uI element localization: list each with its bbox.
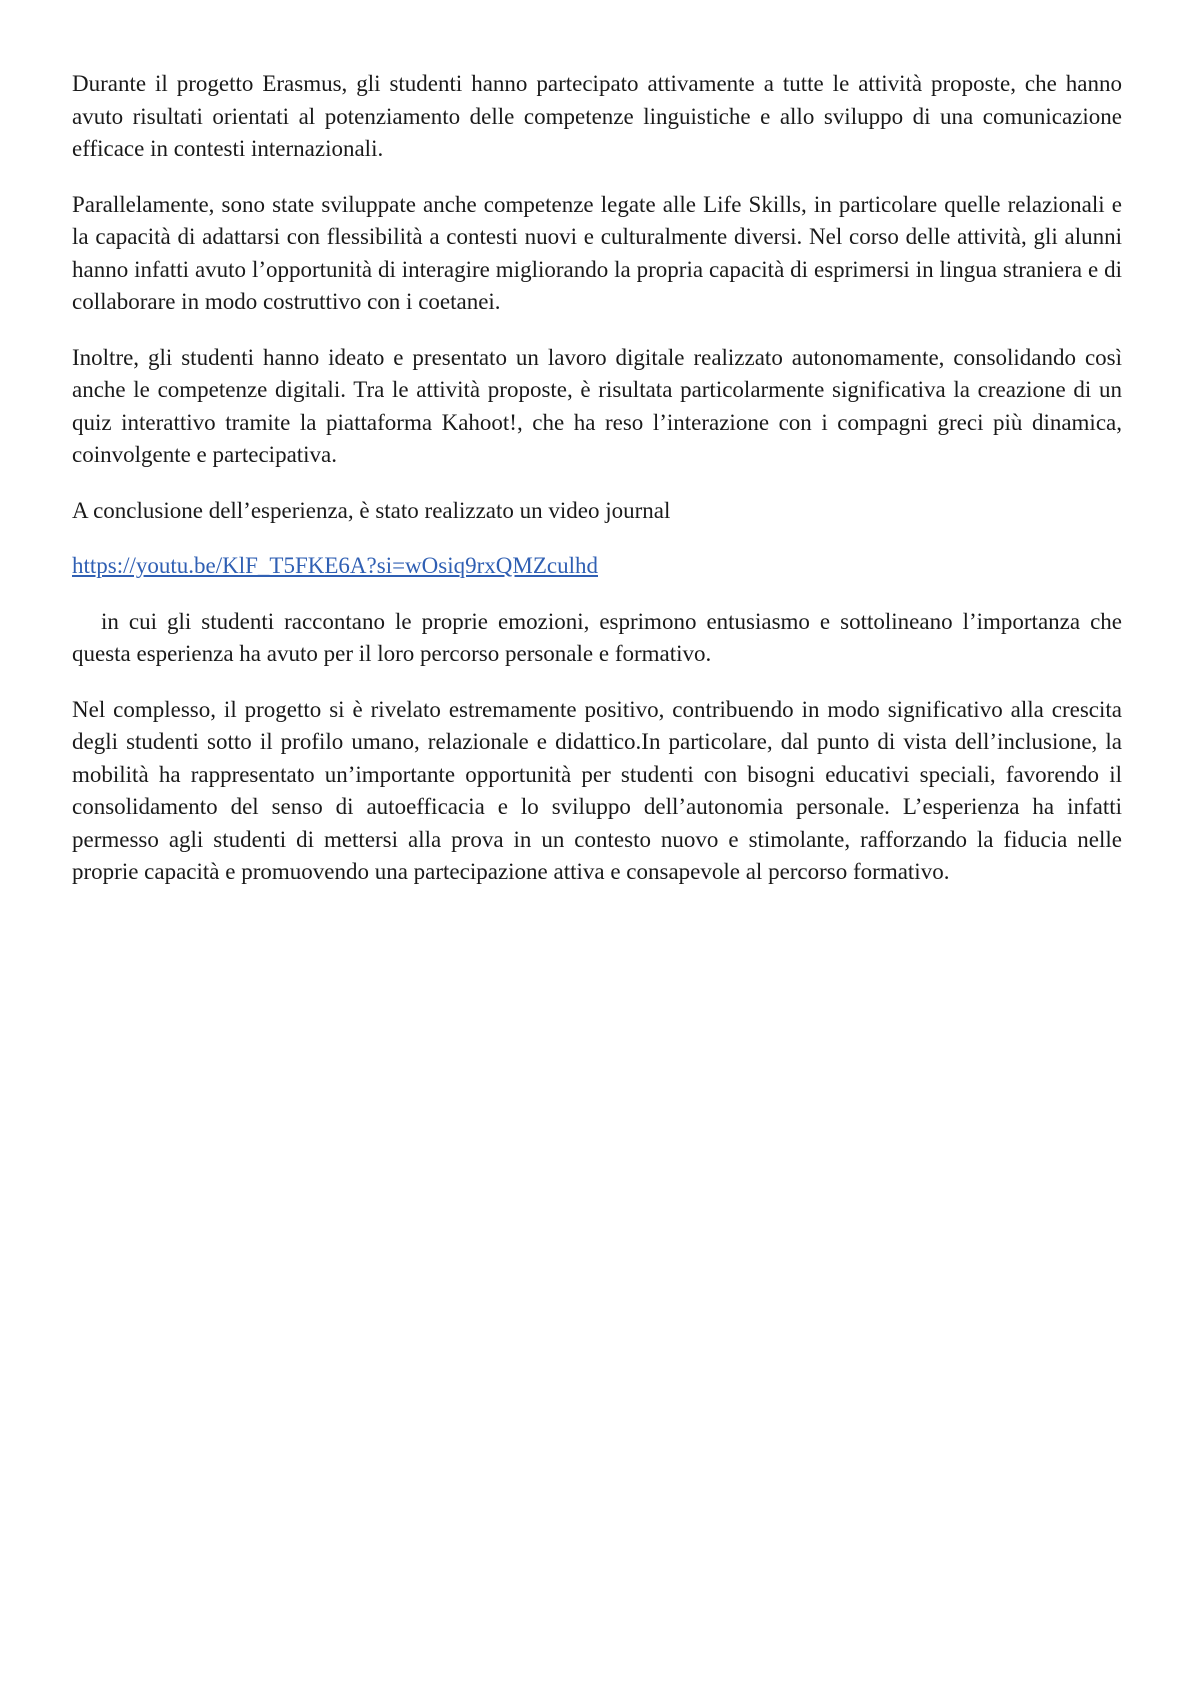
paragraph-conclusion: Nel complesso, il progetto si è rivelato estremamente positivo, contribuendo in modo significativo alla crescita degli studenti sotto il profilo umano, relazionale e didattico.In particolare, dal punto di vista dell’inclusione, la mobilità ha rappresentato un’importante opportunità per studenti con bisogni educativi speciali, favorendo il consolidamento del senso di autoefficacia e lo sviluppo dell’autonomia personale. L’esperienza ha infatti permesso agli studenti di mettersi alla prova in un contesto nuovo e stimolante, rafforzando la fiducia nelle proprie capacità e promuovendo una partecipazione attiva e consapevole al percorso formativo.: [72, 696, 1122, 884]
paragraph-emotions: in cui gli studenti raccontano le proprie emozioni, esprimono entusiasmo e sottolineano l’importanza che questa esperienza ha avuto per il loro percorso personale e formativo.: [72, 608, 1122, 666]
paragraph-erasmus-intro: Durante il progetto Erasmus, gli studenti hanno partecipato attivamente a tutte le attività proposte, che hanno avuto risultati orientati al potenziamento delle competenze linguistiche e allo sviluppo di una comunicazione efficace in contesti internazionali.: [72, 71, 1122, 161]
paragraph-video-link: [72, 550, 1122, 583]
paragraph-digital-skills: Inoltre, gli studenti hanno ideato e presentato un lavoro digitale realizzato autonomamente, consolidando così anche le competenze digitali. Tra le attività proposte, è risultata particolarmente significativa la creazione di un quiz interattivo tramite la piattaforma Kahoot!, che ha reso l’interazione con i compagni greci più dinamica, coinvolgente e partecipativa.: [72, 344, 1122, 467]
document-page: [72, 68, 1122, 912]
video-journal-link[interactable]: https://youtu.be/KlF_T5FKE6A?si=wOsiq9rxQMZculhd: [72, 553, 598, 578]
paragraph-life-skills: Parallelamente, sono state sviluppate anche competenze legate alle Life Skills, in particolare quelle relazionali e la capacità di adattarsi con flessibilità a contesti nuovi e culturalmente diversi. Nel corso delle attività, gli alunni hanno infatti avuto l’opportunità di interagire migliorando la propria capacità di esprimersi in lingua straniera e di collaborare in modo costruttivo con i coetanei.: [72, 191, 1122, 314]
paragraph-video-journal: A conclusione dell’esperienza, è stato realizzato un video journal: [72, 497, 671, 523]
